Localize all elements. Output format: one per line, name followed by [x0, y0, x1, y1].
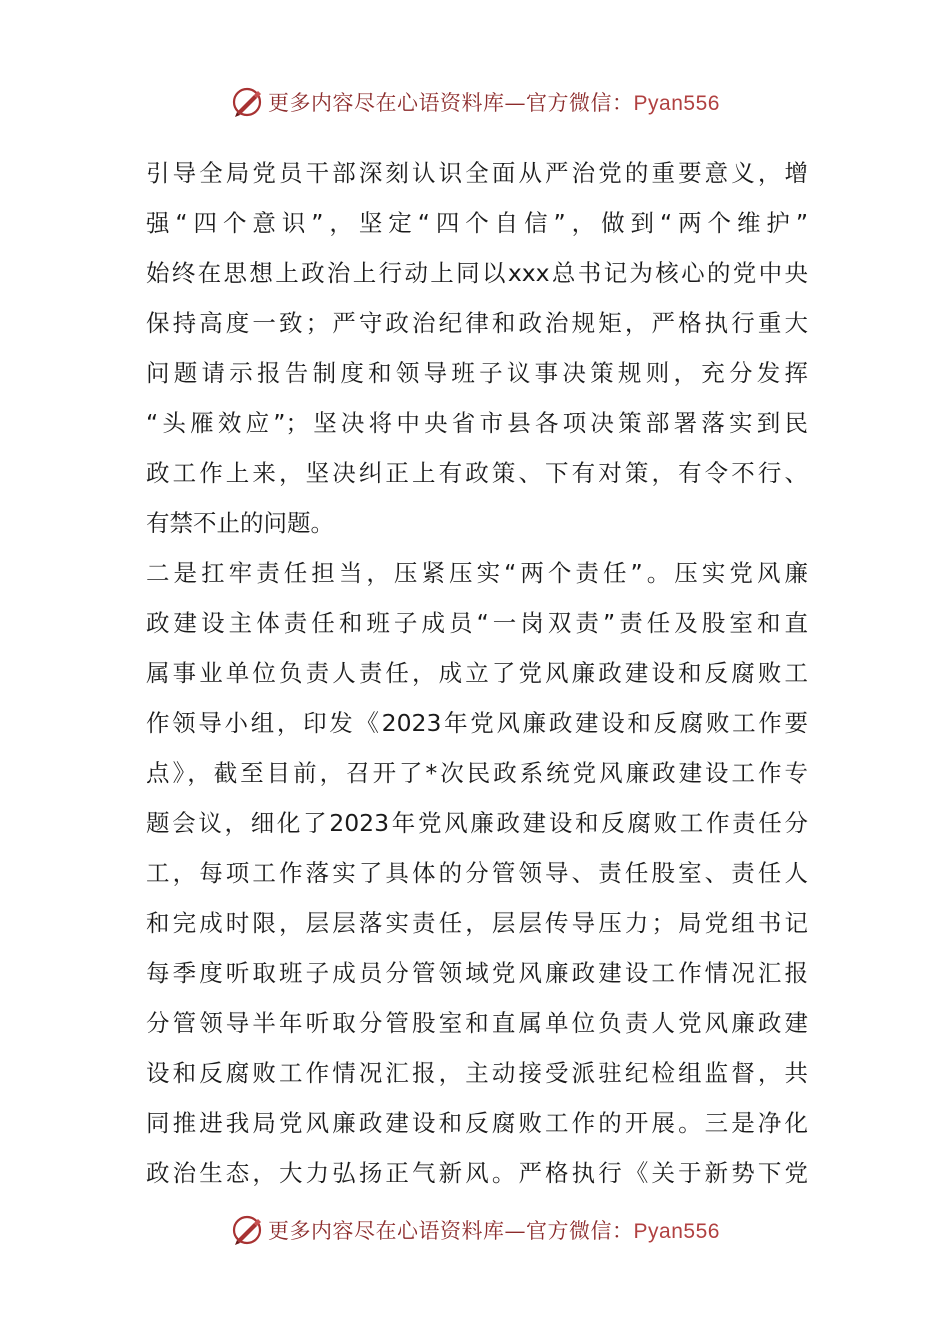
body-line: 属事业单位负责人责任，成立了党风廉政建设和反腐败工 — [146, 659, 808, 687]
body-line: 每季度听取班子成员分管领域党风廉政建设工作情况汇报 — [146, 959, 808, 987]
body-line: 同推进我局党风廉政建设和反腐败工作的开展。三是净化 — [146, 1109, 808, 1137]
body-line: “头雁效应”；坚决将中央省市县各项决策部署落实到民 — [146, 409, 808, 437]
body-line: 保持高度一致；严守政治纪律和政治规矩，严格执行重大 — [146, 309, 808, 337]
footer-banner — [0, 1210, 950, 1250]
body-line: 问题请示报告制度和领导班子议事决策规则，充分发挥 — [146, 359, 808, 387]
body-line: 政工作上来，坚决纠正上有政策、下有对策，有令不行、 — [146, 459, 808, 487]
wechat-id: Pyan556 — [633, 1220, 720, 1243]
body-line: 设和反腐败工作情况汇报，主动接受派驻纪检组监督，共 — [146, 1059, 808, 1087]
body-line: 工，每项工作落实了具体的分管领导、责任股室、责任人 — [146, 859, 808, 887]
body-line: 点》，截至目前，召开了*次民政系统党风廉政建设工作专 — [146, 759, 808, 787]
header-banner-text: 更多内容尽在心语资料库—官方微信：Pyan556 — [268, 91, 720, 115]
body-line: 和完成时限，层层落实责任，层层传导压力；局党组书记 — [146, 909, 808, 937]
body-line: 始终在思想上政治上行动上同以xxx总书记为核心的党中央 — [146, 259, 808, 287]
body-line: 政治生态，大力弘扬正气新风。严格执行《关于新势下党 — [146, 1159, 808, 1187]
body-line: 强“四个意识”，坚定“四个自信”，做到“两个维护” — [146, 209, 808, 237]
pen-logo-icon — [230, 1213, 264, 1247]
body-line: 有禁不止的问题。 — [146, 509, 334, 537]
pen-logo-icon — [230, 85, 264, 119]
body-line: 分管领导半年听取分管股室和直属单位负责人党风廉政建 — [146, 1009, 808, 1037]
body-line: 题会议，细化了2023年党风廉政建设和反腐败工作责任分 — [146, 809, 808, 837]
document-body — [146, 148, 808, 1198]
body-line: 引导全局党员干部深刻认识全面从严治党的重要意义，增 — [146, 159, 808, 187]
body-line: 作领导小组，印发《2023年党风廉政建设和反腐败工作要 — [146, 709, 808, 737]
header-banner — [0, 82, 950, 122]
body-line: 政建设主体责任和班子成员“一岗双责”责任及股室和直 — [146, 609, 808, 637]
body-line: 二是扛牢责任担当，压紧压实“两个责任”。压实党风廉 — [146, 559, 808, 587]
wechat-id: Pyan556 — [633, 92, 720, 115]
footer-banner-text: 更多内容尽在心语资料库—官方微信：Pyan556 — [268, 1219, 720, 1243]
